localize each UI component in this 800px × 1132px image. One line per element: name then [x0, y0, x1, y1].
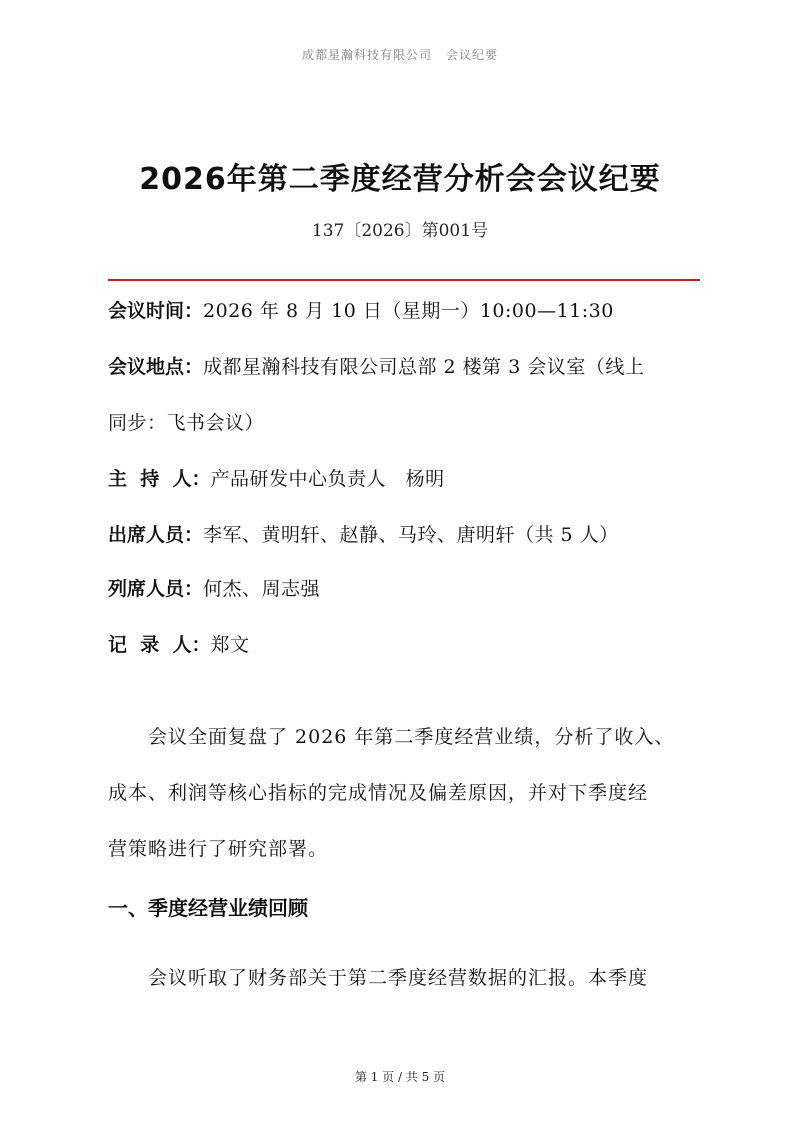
section-heading-1: 一、季度经营业绩回顾 — [108, 896, 308, 920]
meta-time — [108, 283, 708, 339]
header-company: 成都星瀚科技有限公司 — [301, 48, 432, 62]
meta-attendees — [108, 507, 708, 563]
meta-recorder-value: 郑文 — [210, 634, 250, 656]
meta-host-label: 主 持 人： — [108, 468, 211, 490]
meta-location — [108, 339, 708, 395]
document-title: 2026年第二季度经营分析会会议纪要 — [139, 162, 661, 197]
section1-line-1: 会议听取了财务部关于第二季度经营数据的汇报。本季度 — [148, 967, 649, 989]
meta-location-label: 会议地点： — [108, 356, 204, 378]
running-header — [0, 46, 800, 63]
meta-host — [108, 451, 708, 507]
meta-time-label: 会议时间： — [108, 300, 204, 322]
document-number: 137〔2026〕第001号 — [311, 221, 489, 241]
meta-attendees-value: 李军、黄明轩、赵静、马玲、唐明轩（共 5 人） — [203, 524, 619, 546]
meta-host-value: 产品研发中心负责人 杨明 — [210, 468, 445, 490]
meta-location-value-line1: 成都星瀚科技有限公司总部 2 楼第 3 会议室（线上 — [203, 356, 645, 378]
intro-line-1: 会议全面复盘了 2026 年第二季度经营业绩，分析了收入、 — [148, 726, 675, 748]
intro-line-3: 营策略进行了研究部署。 — [108, 838, 329, 860]
meta-location-value-line2: 同步：飞书会议） — [108, 412, 265, 434]
meta-observers — [108, 561, 708, 617]
meta-observers-value: 何杰、周志强 — [203, 578, 321, 600]
meta-recorder-label: 记 录 人： — [108, 634, 211, 656]
page-footer: 第 1 页 / 共 5 页 — [354, 1070, 446, 1084]
meta-location-continued — [108, 395, 708, 451]
header-doc-type: 会议纪要 — [446, 48, 499, 62]
meta-recorder — [108, 617, 708, 673]
red-divider — [108, 279, 700, 281]
meta-attendees-label: 出席人员： — [108, 524, 204, 546]
meta-time-value: 2026 年 8 月 10 日（星期一）10:00—11:30 — [203, 300, 614, 322]
intro-line-2: 成本、利润等核心指标的完成情况及偏差原因，并对下季度经 — [108, 782, 649, 804]
meta-observers-label: 列席人员： — [108, 578, 204, 600]
